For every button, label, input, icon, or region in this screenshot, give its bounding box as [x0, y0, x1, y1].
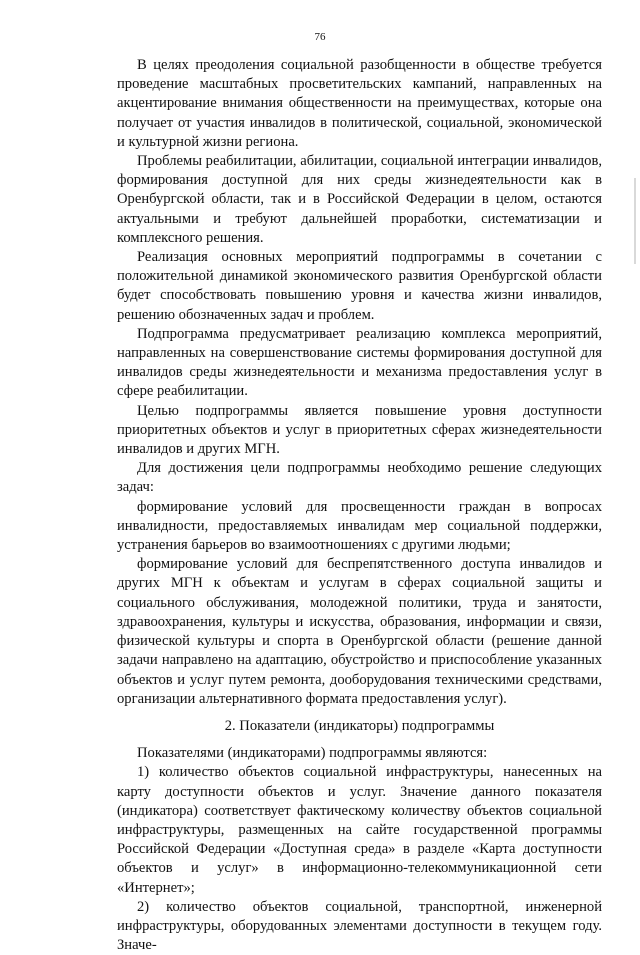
paragraph: В целях преодоления социальной разобщенности в обществе требуется проведение масштабных просветительских кампаний, направленных на акцентирование внимания общественности на преимуществах, которые она получает от участия инвалидов в политической, социальной, экономической и культурной жизни региона.	[117, 57, 602, 150]
task-item: формирование условий для беспрепятственного доступа инвалидов и других МГН к объектам и услугам в сферах социальной защиты и социального обслуживания, молодежной политики, труда и занятости, здравоохранения, культуры и искусства, образования, информации и связи, физической культуры и спорта в Оренбургской области (решение данной задачи направлено на адаптацию, обустройство и приспособление указанных объектов и услуг путем ремонта, дооборудования техническими средствами, организации альтернативного формата предоставления услуг).	[117, 556, 602, 707]
paragraph: Проблемы реабилитации, абилитации, социальной интеграции инвалидов, формирования доступной для них среды жизнедеятельности как в Оренбургской области, так и в Российской Федерации в целом, остаются актуальными и требуют дальнейшей проработки, систематизации и комплексного решения.	[117, 153, 602, 246]
scrollbar[interactable]	[634, 178, 636, 264]
paragraph: Целью подпрограммы является повышение уровня доступности приоритетных объектов и услуг в приоритетных сферах жизнедеятельности инвалидов и других МГН.	[117, 402, 602, 458]
paragraph: Реализация основных мероприятий подпрограммы в сочетании с положительной динамикой экономического развития Оренбургской области будет способствовать повышению уровня и качества жизни инвалидов, решению обозначенных задач и проблем.	[117, 249, 602, 323]
section-heading: 2. Показатели (индикаторы) подпрограммы	[224, 717, 495, 734]
page-number: 76	[314, 31, 326, 43]
task-item: формирование условий для просвещенности граждан в вопросах инвалидности, предоставляемых инвалидам мер социальной поддержки, устранения барьеров во взаимоотношениях с другими людьми;	[117, 498, 602, 554]
indicator-item: 1) количество объектов социальной инфраструктуры, нанесенных на карту доступности объектов и услуг. Значение данного показателя (индикатора) соответствует фактическому количеству объектов социальной инфраструктуры, размещенных на сайте государственной программы Российской Федерации «Доступная среда» в разделе «Карта доступности объектов и услуг» в информационно-телекоммуникационной сети «Интернет»;	[117, 764, 602, 896]
paragraph: Для достижения цели подпрограммы необходимо решение следующих задач:	[117, 460, 602, 496]
paragraph: Показателями (индикаторами) подпрограммы являются:	[137, 745, 488, 762]
document-body	[117, 56, 602, 955]
indicator-item: 2) количество объектов социальной, транспортной, инженерной инфраструктуры, оборудованных элементами доступности в текущем году. Значе-	[117, 898, 602, 954]
paragraph: Подпрограмма предусматривает реализацию комплекса мероприятий, направленных на совершенствование системы формирования доступной для инвалидов среды жизнедеятельности и механизма предоставления услуг в сфере реабилитации.	[117, 325, 602, 400]
